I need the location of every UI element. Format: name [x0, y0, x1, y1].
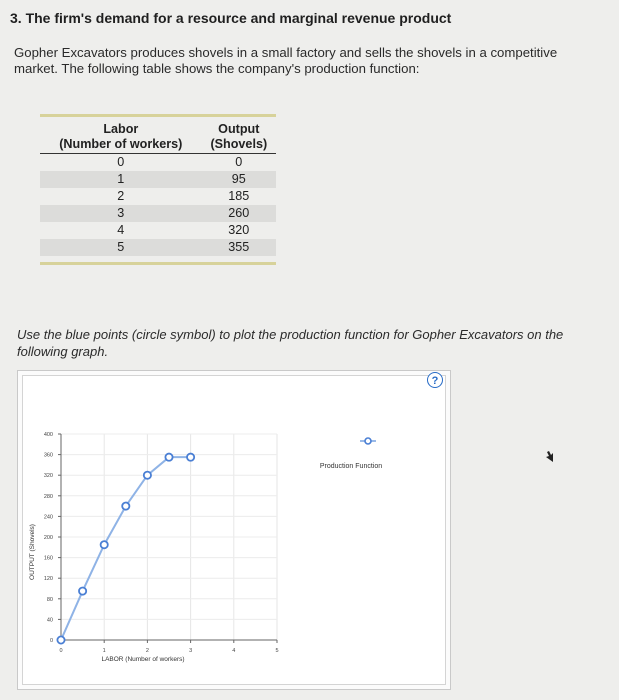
labor-cell: 2: [117, 189, 125, 203]
production-function-point[interactable]: [122, 503, 129, 510]
y-tick-label: 400: [43, 432, 53, 438]
production-function-point[interactable]: [57, 636, 64, 643]
x-tick-label: 2: [145, 648, 149, 654]
labor-cell: 3: [40, 205, 202, 222]
y-tick-label: 360: [43, 452, 53, 459]
y-tick-label: 240: [43, 514, 53, 521]
output-header-sub: (Shovels): [202, 137, 276, 154]
y-tick-label: 80: [46, 596, 53, 603]
y-tick-label: 200: [43, 535, 53, 541]
output-cell: 0: [235, 155, 243, 169]
output-cell: 260: [202, 205, 276, 222]
y-tick-label: 0: [49, 638, 53, 644]
x-tick-label: 3: [189, 648, 193, 654]
help-button[interactable]: ?: [427, 372, 443, 388]
output-cell: 320: [228, 223, 250, 237]
y-tick-label: 280: [43, 493, 53, 500]
x-tick-label: 5: [275, 648, 279, 654]
y-axis-label: OUTPUT (Shovels): [29, 524, 36, 580]
production-function-point[interactable]: [187, 454, 194, 461]
y-tick-label: 320: [43, 473, 53, 480]
plot-instruction: Use the blue points (circle symbol) to plot the production function for Gopher Excavators on the following graph.: [17, 327, 564, 359]
legend-label: Production Function: [319, 463, 383, 470]
y-tick-label: 40: [46, 617, 53, 624]
production-function-point[interactable]: [79, 587, 86, 594]
labor-cell: 5: [40, 239, 202, 256]
x-tick-label: 1: [102, 648, 106, 654]
question-intro: Gopher Excavators produces shovels in a small factory and sells the shovels in a competitive market. The following table shows the company's production function:: [14, 45, 558, 76]
production-function-point[interactable]: [101, 541, 108, 548]
x-tick-label: 0: [59, 648, 63, 654]
labor-header-sub: (Number of workers): [40, 137, 202, 154]
production-function-point[interactable]: [165, 454, 172, 461]
legend-marker[interactable]: [365, 438, 371, 444]
production-function-line: [61, 457, 191, 640]
x-tick-label: 4: [232, 648, 236, 654]
y-tick-label: 160: [43, 555, 53, 562]
cursor-icon: [546, 451, 553, 462]
labor-cell: 1: [40, 171, 202, 188]
x-axis-label: LABOR (Number of workers): [101, 656, 185, 663]
output-cell: 355: [202, 239, 276, 256]
question-title: 3. The firm's demand for a resource and marginal revenue product: [10, 10, 452, 26]
labor-header: Labor: [103, 122, 139, 136]
output-header: Output: [218, 122, 260, 136]
legend[interactable]: [320, 438, 382, 470]
output-cell: 185: [228, 189, 250, 203]
y-tick-label: 120: [43, 576, 53, 583]
production-function-point[interactable]: [144, 472, 151, 479]
output-cell: 95: [202, 171, 276, 188]
labor-cell: 0: [117, 155, 125, 169]
labor-cell: 4: [117, 223, 125, 237]
